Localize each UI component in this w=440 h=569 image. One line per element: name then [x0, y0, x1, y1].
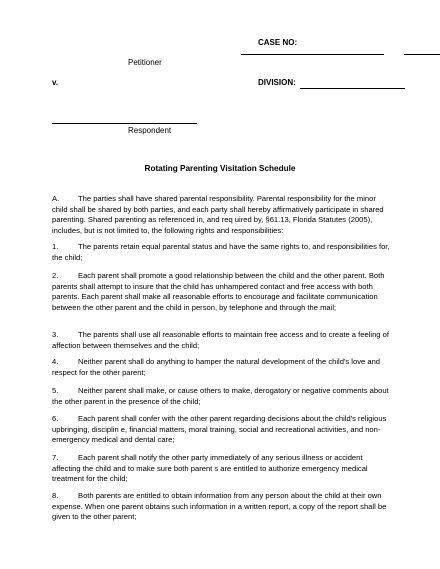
paragraph-text: The parents retain equal parental status and have the same rights to, and responsibilities for, the child; — [52, 242, 390, 262]
versus-label: v. — [52, 78, 59, 87]
paragraph-number: A. — [52, 194, 60, 203]
paragraph-text: Neither parent shall make, or cause others to make, derogatory or negative comments about the other parent in the presence of the child; — [52, 386, 389, 406]
paragraph-text: Each parent shall promote a good relationship between the child and the other parent. Both parents shall attempt to insure that the child has unhampered contact and free access with both parents. Each parent shall make all reasonable efforts to encourage and facilitate communication between the other parent and the child in person, by telephone and through the mail; — [52, 271, 385, 312]
paragraph-number: 6. — [52, 414, 59, 423]
paragraph-text: Both parents are entitled to obtain information from any person about the child at their own expense. When one parent obtains such information in a written report, a copy of the report shall be given to the other parent; — [52, 491, 387, 522]
paragraph-text: The parents shall use all reasonable efforts to maintain free access and to create a feeling of affection between themselves and the child; — [52, 330, 389, 350]
paragraph-7 — [52, 453, 392, 485]
paragraph-3 — [52, 330, 392, 351]
case-no-label: CASE NO: — [258, 38, 298, 47]
respondent-label: Respondent — [128, 126, 172, 135]
paragraph-number: 3. — [52, 330, 59, 339]
paragraph-8 — [52, 491, 392, 523]
paragraph-number: 5. — [52, 386, 59, 395]
paragraph-number: 7. — [52, 453, 59, 462]
paragraph-6 — [52, 414, 392, 446]
petitioner-label: Petitioner — [128, 58, 162, 67]
division-line — [300, 88, 405, 89]
paragraph-a — [52, 194, 392, 236]
division-label: DIVISION: — [258, 78, 296, 87]
paragraph-number: 1. — [52, 242, 59, 251]
paragraph-text: Neither parent shall do anything to hamper the natural development of the child's love and respect for the other parent; — [52, 357, 381, 377]
document-title: Rotating Parenting Visitation Schedule — [144, 164, 296, 173]
paragraph-text: Each parent shall notify the other party immediately of any serious illness or accident affecting the child and to make sure both parent s are entitled to authorize emergency medical treatment for the child; — [52, 453, 368, 484]
case-no-line — [241, 54, 384, 55]
paragraph-1 — [52, 242, 392, 263]
respondent-line — [52, 123, 197, 124]
paragraph-number: 4. — [52, 357, 59, 366]
paragraph-number: 2. — [52, 271, 59, 280]
paragraph-text: The parties shall have shared parental responsibility. Parental responsibility for the minor child shall be shared by both parties, and each party shall hereby affirmatively participate in shared parenting. Shared parenting as referenced in, and req uired by, §61.13, Florida Statutes (2005), includes, but is not limited to, the following rights and responsibilities: — [52, 194, 384, 235]
paragraph-2 — [52, 271, 392, 313]
paragraph-5 — [52, 386, 392, 407]
paragraph-number: 8. — [52, 491, 59, 500]
paragraph-4 — [52, 357, 392, 378]
case-no-line-extra — [404, 54, 440, 55]
paragraph-text: Each parent shall confer with the other parent regarding decisions about the child's religious upbringing, disciplin e, financial matters, moral training, social and recreational activities, and non-emergency medical and dental care; — [52, 414, 387, 445]
